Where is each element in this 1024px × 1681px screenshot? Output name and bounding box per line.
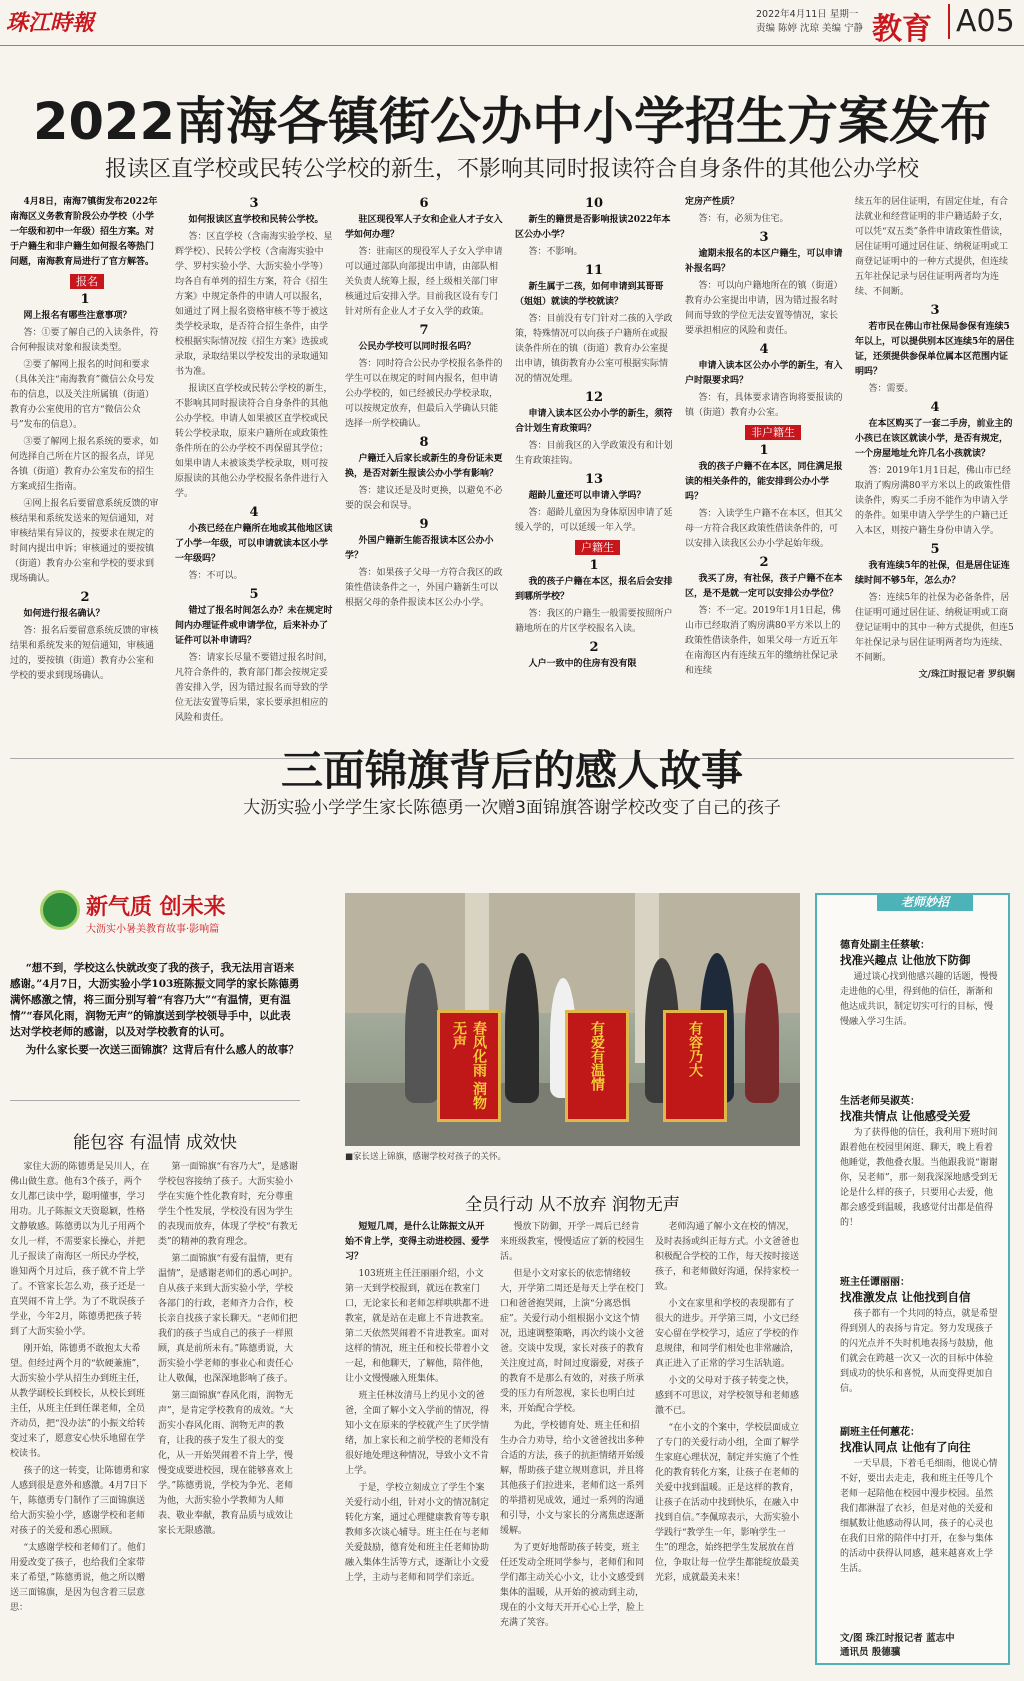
answer: 答：我区的户籍生一般需要按照所户籍地所在的片区学校报名入读。: [515, 609, 673, 634]
tip-author: 副班主任何蕙花：: [840, 1427, 920, 1438]
newspaper-logo: 珠江時報: [6, 10, 95, 36]
q-number: 8: [419, 435, 429, 450]
answer: 答：有，具体要求请咨询将要报读的镇（街道）教育办公室。: [685, 393, 843, 418]
answer: 报读区直学校或民转公学校的新生，不影响其同时报读符合自身条件的其他公办学校。申请人如果被区直学校或民转公学校录取，原来户籍所在或政策性条件所在的公办学校不再保留其学位；如果申请人未被该类学校录取，则可按原报读的其他公办学校报名条件进行入学。: [175, 384, 333, 499]
q-number: 13: [584, 472, 604, 487]
q-number: 1: [80, 292, 90, 307]
tip-2: [840, 1094, 1000, 1259]
photo-caption: ■家长送上锦旗，感谢学校对孩子的关怀。: [345, 1152, 507, 1162]
answer: 答：需要。: [868, 384, 914, 394]
subhead-1: 能包容 有温情 成效快: [73, 1133, 237, 1153]
paragraph: “在小文的个案中，学校层面成立了专门的关爱行动小组，全面了解学生家庭心理状况，制定并实施了个性化的教育转化方案，让孩子在老师的关爱中找到温暖。正是这样的教育，让孩子在活动中找到快乐，在融入中找到自信。”李佩琼表示，大沥实验小学践行“教学生一年，影响学生一生”的理念，始终把学生发展放在首位，争取让每一位学生都能绽放最美光彩，成就最美未来！: [655, 1423, 800, 1583]
answer: 答：目前我区的入学政策没有和计划生育政策挂钩。: [515, 441, 673, 466]
banner-2-text: 有爱有温情: [589, 1021, 605, 1091]
teacher-tips-tag: 老师妙招: [877, 893, 973, 911]
question: 驻区现役军人子女和企业人才子女入学如何办理？: [345, 215, 503, 240]
article1-subtitle: 报读区直学校或民转公学校的新生，不影响其同时报读符合自身条件的其他公办学校: [104, 157, 919, 182]
q-number: 3: [759, 230, 769, 245]
question: 小孩已经在户籍所在地或其他地区读了小学一年级，可以申请就读本区小学一年级吗？: [175, 524, 333, 564]
subhead-2: 全员行动 从不放弃 润物无声: [465, 1195, 680, 1215]
paragraph: 于是，学校立刻成立了学生个案关爱行动小组，针对小文的情况制定转化方案，通过心理健康教育等专职教师多次谈心辅导。班主任在与老师关爱鼓励，德育处和班主任老师协助融入集体生活等方式，逐渐让小文爱上学，主动与老师和同学们亲近。: [345, 1483, 490, 1583]
paragraph: 家住大沥的陈德勇是吴川人，在佛山做生意。他有3个孩子，两个女儿都已读中学，聪明懂事，学习用功。儿子陈振文天资聪颖，性格文静敏感。陈德勇以为儿子用两个女儿一样，不需要家长操心，并把儿子报读了南海区一所民办学校，谁知两个月过后，孩子就不肯上学了。不管家长怎么劝，孩子还是一直哭闹不肯上学。为了不耽误孩子学业，今年2月，陈德勇把孩子转到了大沥实验小学。: [10, 1162, 150, 1337]
q-number: 10: [584, 196, 604, 211]
paragraph: 老师沟通了解小文在校的情况，及时表扬或纠正每方式。小文爸爸也积极配合学校的工作，每天按时接送孩子，和老师做好沟通，保持家校一致。: [655, 1222, 800, 1292]
answer: 答：目前没有专门针对二孩的入学政策，特殊情况可以向孩子户籍所在或报读条件所在的镇（街道）教育办公室提出申请，镇街教育办公室可根据实际情况的情况处理。: [515, 314, 673, 384]
article2-col4: [500, 1220, 645, 1670]
article2-col1: [10, 1160, 150, 1670]
tip-text: 为了获得他的信任，我利用下班时间跟着他在校园里闲逛、聊天，晚上看着他睡觉，教他叠衣服。当他跟我说“谢谢你，吴老师”，那一刻我深深地感受到无论是什么样的孩子，只要用心去爱，他都会感受到温暖，我感觉付出都是值得的！: [840, 1128, 998, 1228]
article2-col2: [158, 1160, 300, 1670]
q-number: 2: [80, 590, 90, 605]
school-badge-icon: [40, 890, 80, 930]
tag-local-household: 户籍生: [575, 540, 620, 555]
q-number: 3: [930, 303, 940, 318]
paragraph: 103班班主任汪丽丽介绍，小文第一天到学校报到，就远在教室门口，无论家长和老师怎样哄哄都不进教室，就是站在走廊上不肯进教室。第二天依然哭闹着不肯进教室。面对这样的情况，班主任和校长带着小文一起，和他聊天，了解他，陪伴他，让小文慢慢融入班集体。: [345, 1269, 490, 1384]
q-number: 2: [759, 555, 769, 570]
tip-title: 找准激发点 让他找到自信: [840, 1290, 971, 1304]
answer: 答：不可以。: [188, 571, 243, 581]
answer: 续五年的居住证明，有固定住址，有合法就业和经营证明的非户籍适龄子女，可以凭“双五类”条件申请政策性借读，居住证明可通过居住证、纳税证明或工商登记证明中的一种方式提供，但连续五年社保记录与居住证明两者均为连续、不间断。: [855, 197, 1009, 297]
question: 申请入读本区公办小学的新生，须符合计划生育政策吗？: [515, 409, 673, 434]
q-number: 9: [419, 517, 429, 532]
q-number: 12: [584, 390, 604, 405]
article2-lead: [10, 960, 300, 1095]
tip-4: [840, 1425, 1000, 1625]
paragraph: 为此，学校德育处、班主任和招生办合力劝导，给小文爸爸找出多种合适的方法，孩子的抗拒情绪开始缓解，帮助孩子建立规则意识，并且将其他孩子们拉进来，老师们这一系列的举措初见成效，通过一系列的沟通和引导，小文与家长的分离焦虑逐渐缓解。: [500, 1421, 645, 1536]
q-number: 4: [249, 505, 259, 520]
divider: [10, 1100, 300, 1101]
paragraph: 慢放下防御，开学一周后已经肯来班级教室，慢慢适应了新的校园生活。: [500, 1222, 645, 1262]
question: 错过了报名时间怎么办？未在规定时间内办理证件或申请学位，后来补办了证件可以补申请吗？: [175, 606, 333, 646]
editor-credits: 责编 陈婷 沈琼 美编 宁静: [756, 23, 864, 34]
answer: 答：区直学校（含南海实验学校、星辉学校）、民转公学校（含南海实验中学、罗村实验小学、大沥实验小学等）均各自有单列的招生方案，符合《招生方案》中规定条件的申请人可以报名，如通过了网上报名资格审核不等于被这类学校录取，是否符合招生条件，由学校根据实际情况按《招生方案》选拔或录取，录取结果以学校发出的录取通知书为准。: [175, 232, 333, 377]
answer: ②要了解网上报名的时间和要求（具体关注“南海教育”微信公众号发布的信息，以及关注所属镇（街道）教育办公室使用的官方“微信公众号”发布的信息）。: [10, 360, 155, 430]
banner-3: [663, 1010, 727, 1122]
q-number: 2: [589, 640, 599, 655]
question: 公民办学校可以同时报名吗？: [358, 342, 476, 352]
question: 我的孩子户籍不在本区，同住满足报读的相关条件的，能安排到公办小学吗？: [685, 462, 843, 502]
q-number: 4: [930, 400, 940, 415]
series-title: 新气质 创未来: [86, 895, 226, 920]
article1-col2: [175, 195, 333, 750]
article2-title: 三面锦旗背后的感人故事: [280, 746, 743, 795]
question: 在本区购买了一套二手房，前业主的小孩已在该区就读小学，是否有规定，一个房屋地址允许几名小孩就读？: [855, 419, 1013, 459]
paragraph: 但是小文对家长的依恋情绪较大，开学第二周还是每天上学在校门口和爸爸抱哭闹，上演“分离恐惧症”。关爱行动小组根据小文这个情况，迅速调整策略，再次约谈小文爸爸。交谈中发现，家长对孩子的教育关注度过高，时间过度溺爱，对孩子的教育不是那么有效的，对孩子所承受的压力有所忽视，家长也明白过来，开始配合学校。: [500, 1269, 645, 1414]
article1-col3: [345, 195, 503, 750]
question: 新生的籍贯是否影响报读2022年本区公办小学？: [515, 215, 671, 240]
article1-title: 2022南海各镇街公办中小学招生方案发布: [33, 93, 991, 152]
question: 超龄儿童还可以申请入学吗？: [528, 491, 646, 501]
question: 定房产性质？: [685, 197, 740, 207]
series-subtitle: 大沥实小暑美教育故事·影响篇: [86, 924, 220, 935]
answer: 答：超龄儿童因为身体原因申请了延缓入学的，可以延缓一年入学。: [515, 508, 673, 533]
article2-col5: [655, 1220, 800, 1670]
answer: 答：报名后要留意系统反馈的审核结果和系统发来的短信通知，审核通过的，要按镇（街道）教育办公室和学校的要求到现场确认。: [10, 626, 159, 681]
answer: 答：可以向户籍地所在的镇（街道）教育办公室提出申请，因为错过报名时间而导致的学位无法安置等情况，家长要承担相应的风险和责任。: [685, 281, 843, 336]
question: 人户一致中的住房有没有限: [528, 659, 637, 669]
answer: 答：连续5年的社保为必备条件，居住证明可通过居住证、纳税证明或工商登记证明中的其中一种方式提供，但连5年社保记录与居住证明两者均为连续、不间断。: [855, 593, 1014, 663]
paragraph: 第二面锦旗“有爱有温情，更有温情”，是感谢老师们的悉心呵护。自从孩子来到大沥实验小学，学校各部门的行政，老师齐力合作，校长亲自找孩子家长聊天。“老师们把我们的孩子当成自己的孩子一样照顾，真是前所未有。”陈德勇说，大沥实验小学老师的事业心和责任心让人敬佩，也深深地影响了孩子。: [158, 1254, 298, 1384]
article2-byline: [840, 1632, 955, 1660]
answer: 答：请家长尽量不要错过报名时间，凡符合条件的，教育部门都会按规定妥善安排入学，因为错过报名而导致的学位无法安置等后果，家长要承担相应的风险和责任。: [175, 653, 333, 723]
page-header: [0, 0, 1024, 46]
q-number: 5: [249, 587, 259, 602]
question: 若市民在佛山市社保局参保有连续5年以上，可以提供别本区连续5年的居住证，还须提供参保单位属本区范围内证明吗？: [855, 322, 1015, 377]
banner-1-text: 春风化雨 润物无声: [451, 1021, 487, 1110]
question: 新生属于二孩，如何申请到其哥哥（姐姐）就读的学校就读？: [515, 282, 664, 307]
paragraph: 班主任林汝清马上约见小文的爸爸，全面了解小文入学前的情况，得知小文在原来的学校就产生了厌学情绪，加上家长和之前学校的老师没有很好地处理这种情况，导致小文不肯上学。: [345, 1391, 490, 1476]
question: 逾期未报名的本区户籍生，可以申请补报名吗？: [685, 249, 843, 274]
answer: ③要了解网上报名系统的要求，如何选择自己所在片区的报名点，详见各镇（街道）教育办公室发布的招生方案或招生指南。: [10, 437, 159, 492]
question: 我的孩子户籍在本区，报名后会安排到哪所学校？: [515, 577, 673, 602]
lead-paragraph: “想不到，学校这么快就改变了我的孩子，我无法用言语来感谢。”4月7日，大沥实验小学103班陈振文同学的家长陈德勇满怀感激之情，将三面分别写着“有容乃大”“有温情，更有温情”“春风化雨，润物无声”的锦旗送到学校领导手中，以此表达对学校老师的感谢，以及对学校教育的认可。: [10, 962, 300, 1038]
byline: 文/珠江时报记者 罗织娴: [918, 670, 1015, 680]
tip-text: 一天早晨，下着毛毛细雨，他说心情不好，要出去走走，我和班主任等几个老师一起陪他在校园中漫步校园。虽然我们都淋湿了衣衫，但是对他的关爱和细腻数让他感动得认同，孩子的心灵也在我们日常的陪伴中打开，在参与集体的活动中获得认同感，越来越喜欢上学生活。: [840, 1459, 998, 1574]
question: 如何进行报名确认？: [23, 609, 105, 619]
tip-3: [840, 1275, 1000, 1415]
q-number: 1: [759, 443, 769, 458]
banner-2: [565, 1010, 629, 1122]
answer: 答：同时符合公民办学校报名条件的学生可以在规定的时间内报名，但申请公办学校的，如已经被民办学校录取，可以按规定放弃，但最后入学确认只能选择一所学校确认。: [345, 359, 503, 429]
tip-title: 找准兴趣点 让他放下防御: [840, 953, 971, 967]
tip-title: 找准认同点 让他有了向往: [840, 1440, 971, 1454]
tag-registration: 报名: [70, 274, 104, 289]
q-number: 1: [589, 558, 599, 573]
section-name: 教育: [872, 12, 932, 47]
question: 如何报读区直学校和民转公学校。: [188, 215, 324, 225]
tip-text: 孩子都有一个共同的特点，就是希望得到别人的表扬与肯定。努力发现孩子的闪光点并不失时机地表扬与鼓励，他们就会在跨越一次又一次的目标中体验到成功的快乐和喜悦，从而变得更加自信。: [840, 1309, 998, 1394]
q-number: 5: [930, 542, 940, 557]
page-number: A05: [948, 4, 1015, 39]
answer: 答：如果孩子父母一方符合我区的政策性借读条件之一，外国户籍新生可以根据父母的条件报读本区公办小学。: [345, 568, 503, 608]
article1-col1: [10, 195, 160, 750]
question: 我有连续5年的社保，但是居住证连续时间不够5年，怎么办？: [855, 561, 1010, 586]
answer: 答：驻南区的现役军人子女入学申请可以通过部队向部提出申请，由部队相关负责人统筹上报，经上级相关部门审核通过后安排入学。目前我区设有专门针对所有企业人才子女入学的政策。: [345, 247, 503, 317]
issue-date: 2022年4月11日 星期一: [756, 9, 859, 20]
tag-non-local-household: 非户籍生: [745, 425, 801, 440]
paragraph: 小文在家里和学校的表现都有了很大的进步。开学第三周，小文已经安心留在学校学习，适应了学校的作息规律，和同学们相处也非常融洽，真正进入了正常的学习生活轨道。: [655, 1299, 800, 1369]
answer: 答：不影响。: [528, 247, 583, 257]
byline-correspondent: 通讯员 殷德骥: [840, 1647, 901, 1658]
tip-text: 通过谈心找到他感兴趣的话题，慢慢走进他的心里，得到他的信任，渐渐和他达成共识，制定切实可行的目标，慢慢融入学习生活。: [840, 972, 998, 1027]
date-info: [756, 8, 863, 36]
tip-author: 班主任谭丽丽：: [840, 1277, 910, 1288]
tip-title: 找准共情点 让他感受关爱: [840, 1109, 971, 1123]
q-number: 7: [419, 323, 429, 338]
tip-1: [840, 938, 1000, 1088]
paragraph: “太感谢学校和老师们了。他们用爱改变了孩子，也给我们全家带来了希望，”陈德勇说，他之所以赠送三面锦旗，是因为包含着三层意思：: [10, 1543, 146, 1613]
paragraph: 小文的父母对于孩子转变之快，感到不可思议，对学校领导和老师感激不已。: [655, 1376, 800, 1416]
tip-author: 生活老师吴淑英：: [840, 1096, 920, 1107]
answer: ④网上报名后要留意系统反馈的审核结果和系统发送来的短信通知，对审核结果有异议的，按要求在规定的时间内提出申诉；审核通过的要按镇（街道）教育办公室和学校的要求到现场确认。: [10, 499, 159, 584]
q-number: 4: [759, 342, 769, 357]
paragraph: 短短几周，是什么让陈振文从开始不肯上学，变得主动进校园、爱学习？: [345, 1222, 490, 1262]
lead-paragraph: 为什么家长要一次送三面锦旗？这背后有什么感人的故事？: [25, 1044, 299, 1056]
paragraph: 刚开始，陈德勇不敢抱太大希望。但经过两个月的“软硬兼施”，大沥实验小学从招生办到班主任，从教学副校长到校长，从校长到班主任，从班主任到任课老师，全员齐动员，把“没办法”的小振文给转变过来了，愿意安心快乐地留在学校读书。: [10, 1344, 146, 1459]
article2-subtitle: 大沥实验小学学生家长陈德勇一次赠3面锦旗答谢学校改变了自己的孩子: [243, 798, 781, 818]
answer: 答：不一定。2019年1月1日起，佛山市已经取消了购房满80平方米以上的政策性借读条件，如果父母一方近五年在南海区内有连续五年的缴纳社保记录和连续: [685, 606, 841, 676]
answer: 答：建议还是及时更换，以避免不必要的误会和误导。: [345, 486, 503, 511]
article1-col5: [685, 195, 843, 750]
banner-1: [437, 1010, 501, 1122]
answer: 答：入读学生户籍不在本区，但其父母一方符合我区政策性借读条件的，可以安排入读我区公办小学起始年级。: [685, 509, 843, 549]
article2-col3: [345, 1220, 490, 1670]
q-number: 3: [249, 196, 259, 211]
article1-col6: [855, 195, 1015, 750]
q-number: 6: [419, 196, 429, 211]
paragraph: 第一面锦旗“有容乃大”，是感谢学校包容接纳了孩子。大沥实验小学在实施个性化教育时，充分尊重学生个性发展，学校没有因为学生的表现而放弃，体现了学校“有教无类”的精神的教育理念。: [158, 1162, 298, 1247]
answer: 答：2019年1月1日起，佛山市已经取消了购房满80平方米以上的政策性借读条件，购买二手房不能作为申请入学的条件。如果申请入学学生的户籍已迁入本区，则按户籍生身份申请入学。: [855, 466, 1011, 536]
question: 申请入读本区公办小学的新生，有入户时限要求吗？: [685, 361, 843, 386]
byline-reporter: 文/图 珠江时报记者 蓝志中: [840, 1633, 955, 1644]
article1-col4: [515, 195, 673, 750]
banners-photo: [345, 893, 800, 1146]
question: 户籍迁入后家长或新生的身份证未更换，是否对新生报读公办小学有影响？: [345, 454, 503, 479]
banner-3-text: 有容乃大: [687, 1021, 703, 1077]
article1-lead: 4月8日，南海7镇街发布2022年南海区义务教育阶段公办学校（小学一年级和初中一年级）招生方案。对于户籍生和非户籍生如何报名等热门问题，南海教育局进行了官方解答。: [10, 197, 158, 267]
question: 外国户籍新生能否报读本区公办小学？: [345, 536, 494, 561]
paragraph: 为了更好地帮助孩子转变，班主任还发动全班同学参与，老师们和同学们都主动关心小文，让小文感受到集体的温暖，从开始的被动到主动，现在的小文每天开开心心上学，脸上充满了笑容。: [500, 1543, 645, 1628]
answer: 答：有，必须为住宅。: [698, 214, 789, 224]
question: 网上报名有哪些注意事项？: [23, 311, 132, 321]
paragraph: 第三面锦旗“春风化雨，润物无声”，是肯定学校教育的成效。“大沥实小春风化雨、润物无声的教育，让我的孩子发生了很大的变化，从一开始哭闹着不肯上学，慢慢变成要进校园，现在能够喜欢上学。”陈德勇说，学校为争光、老师为他，大沥实验小学教师为人师表、敬业奉献，教育品质与成效让家长无限感激。: [158, 1391, 294, 1536]
question: 我买了房，有社保，孩子户籍不在本区，是不是就一定可以安排公办学位？: [685, 574, 843, 599]
tip-author: 德育处副主任蔡敏：: [840, 940, 930, 951]
answer: 答：①要了解自己的入读条件，符合何种报读对象和报读类型。: [10, 328, 159, 353]
q-number: 11: [584, 263, 604, 278]
paragraph: 孩子的这一转变，让陈德勇和家人感到很是意外和感激。4月7日下午，陈德勇专门制作了三面锦旗送给大沥实验小学，感谢学校和老师对孩子的关爱和悉心照顾。: [10, 1466, 150, 1536]
